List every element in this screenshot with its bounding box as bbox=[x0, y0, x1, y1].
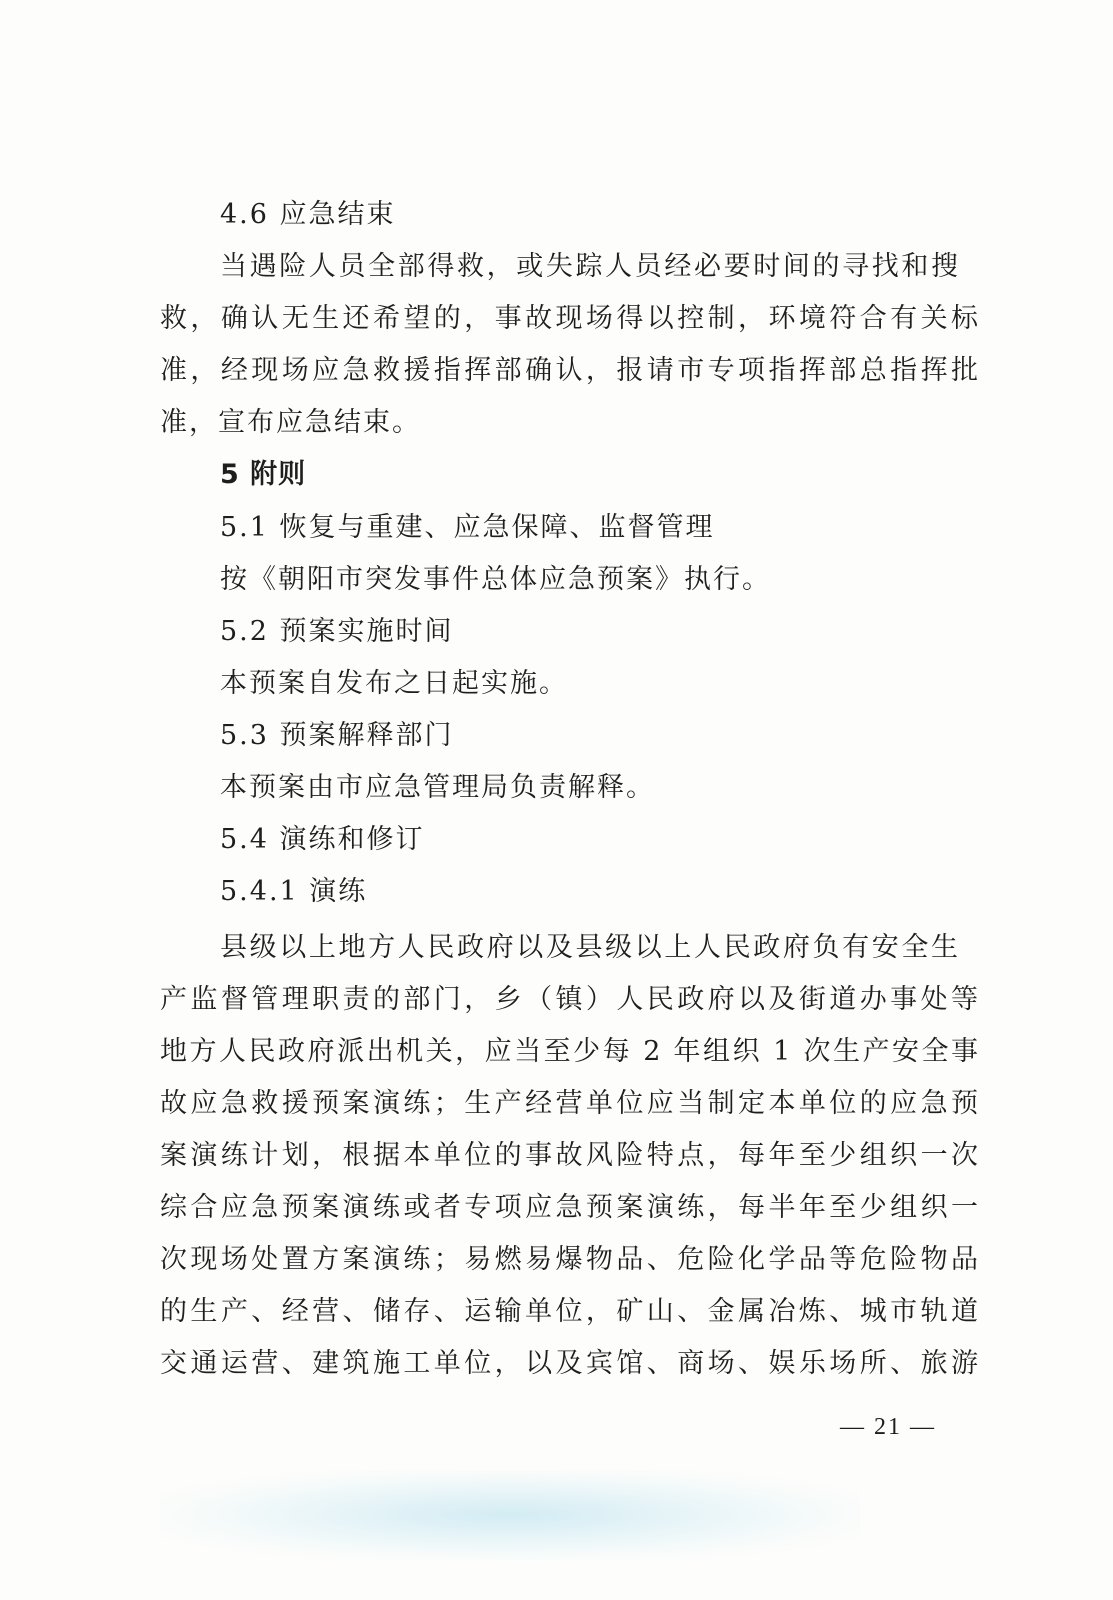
paragraph-line: 准，宣布应急结束。 bbox=[160, 407, 421, 438]
section-heading-5-2: 5.2 预案实施时间 bbox=[220, 616, 454, 647]
paragraph-line: 按《朝阳市突发事件总体应急预案》执行。 bbox=[220, 564, 771, 595]
section-heading-5-4-1: 5.4.1 演练 bbox=[220, 876, 368, 907]
paragraph-line: 本预案由市应急管理局负责解释。 bbox=[220, 772, 655, 803]
paragraph-line: 的生产、经营、储存、运输单位，矿山、金属冶炼、城市轨道 bbox=[160, 1296, 980, 1327]
paragraph-line: 地方人民政府派出机关，应当至少每 2 年组织 1 次生产安全事 bbox=[160, 1036, 980, 1067]
paragraph-line: 案演练计划，根据本单位的事故风险特点，每年至少组织一次 bbox=[160, 1140, 980, 1171]
paragraph-line: 产监督管理职责的部门，乡（镇）人民政府以及街道办事处等 bbox=[160, 984, 980, 1015]
blue-ink-smudge bbox=[160, 1470, 860, 1560]
section-heading-5-4: 5.4 演练和修订 bbox=[220, 824, 425, 855]
paragraph-line: 本预案自发布之日起实施。 bbox=[220, 668, 568, 699]
section-heading-4-6: 4.6 应急结束 bbox=[220, 199, 396, 230]
paragraph-line: 当遇险人员全部得救，或失踪人员经必要时间的寻找和搜 bbox=[220, 251, 960, 282]
paragraph-line: 救，确认无生还希望的，事故现场得以控制，环境符合有关标 bbox=[160, 303, 980, 334]
paragraph-line: 故应急救援预案演练；生产经营单位应当制定本单位的应急预 bbox=[160, 1088, 980, 1119]
paragraph-line: 准，经现场应急救援指挥部确认，报请市专项指挥部总指挥批 bbox=[160, 355, 980, 386]
section-heading-5-1: 5.1 恢复与重建、应急保障、监督管理 bbox=[220, 512, 715, 543]
paragraph-line: 综合应急预案演练或者专项应急预案演练，每半年至少组织一 bbox=[160, 1192, 980, 1223]
section-heading-5: 5 附则 bbox=[220, 459, 307, 490]
paragraph-line: 次现场处置方案演练；易燃易爆物品、危险化学品等危险物品 bbox=[160, 1244, 980, 1275]
paragraph-line: 县级以上地方人民政府以及县级以上人民政府负有安全生 bbox=[220, 932, 960, 963]
page-number: — 21 — bbox=[840, 1414, 936, 1440]
paragraph-line: 交通运营、建筑施工单位，以及宾馆、商场、娱乐场所、旅游 bbox=[160, 1348, 980, 1379]
section-heading-5-3: 5.3 预案解释部门 bbox=[220, 720, 454, 751]
